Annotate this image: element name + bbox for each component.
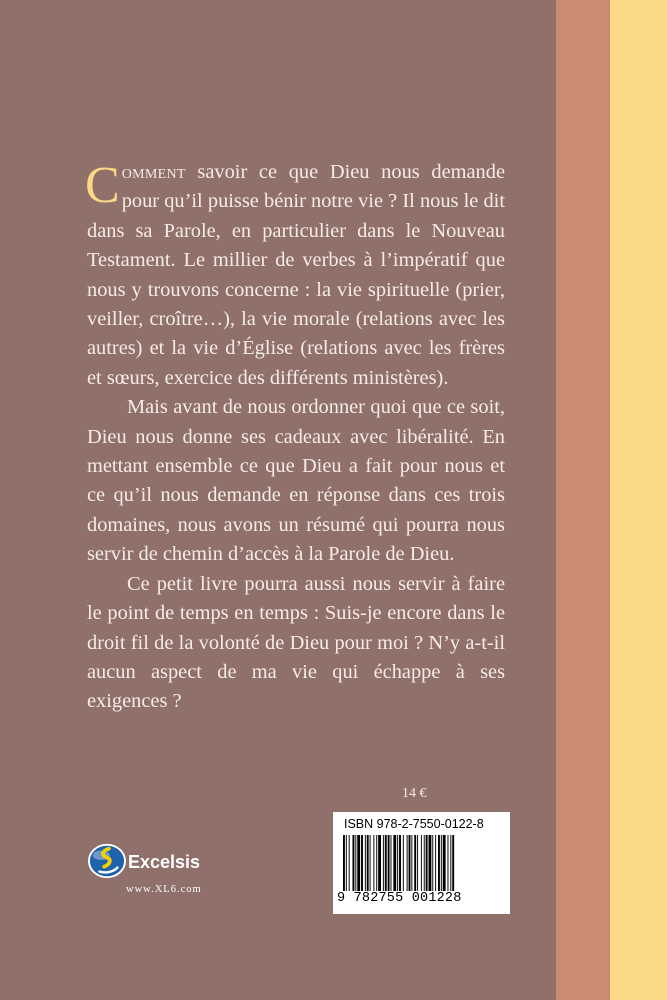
barcode-bar xyxy=(438,835,440,891)
paragraph-1-text: savoir ce que Dieu nous demande pour qu’il puisse bénir notre vie ? Il nous le dit dans sa Parole, en particulier dans le Nouveau Testament. Le millier de verbes à l’impératif que nous y trouvons concerne : la vie spirituelle (prier, veiller, croître…), la vie morale (relations avec les autres) et la vie d’Église (relations avec les frères et sœurs, exercice des différents ministères). xyxy=(87,161,505,389)
barcode-bar xyxy=(443,835,446,891)
barcode-bar xyxy=(361,835,363,891)
barcode-bar xyxy=(365,835,366,891)
barcode-bar xyxy=(417,835,418,891)
publisher-url: www.XL6.com xyxy=(126,884,202,895)
barcode-bar xyxy=(448,835,449,891)
barcode-bar xyxy=(407,835,408,891)
barcode-bar xyxy=(409,835,411,891)
excelsis-emblem-icon xyxy=(88,842,126,880)
barcode-bar xyxy=(399,835,401,891)
barcode-bar xyxy=(370,835,371,891)
isbn-number: ISBN 978-2-7550-0122-8 xyxy=(344,817,484,831)
barcode-bar xyxy=(424,835,425,891)
barcode-bar xyxy=(388,835,390,891)
barcode-bar xyxy=(346,835,347,891)
barcode-bar xyxy=(450,835,451,891)
blurb-paragraph-3: Ce petit livre pourra aussi nous servir à faire le point de temps en temps : Suis-je encore dans le droit fil de la volonté de Dieu pour moi ? N’y a-t-il aucun aspect de ma vie qui échappe à ses exigences ? xyxy=(87,572,505,713)
barcode-bar xyxy=(426,835,428,891)
blurb-paragraph-1 xyxy=(87,158,505,393)
barcode-bar xyxy=(393,835,396,891)
barcode-bar xyxy=(353,835,355,891)
smallcaps-word: omment xyxy=(121,161,186,183)
barcode-bar xyxy=(411,835,412,891)
barcode-bar xyxy=(355,835,356,891)
barcode-bar xyxy=(403,835,404,891)
spine-stripe-terracotta xyxy=(556,0,610,1000)
barcode-bar xyxy=(452,835,454,891)
barcode-bar xyxy=(397,835,398,891)
barcode-bar xyxy=(357,835,360,891)
barcode-bar xyxy=(385,835,387,891)
barcode-bar xyxy=(429,835,432,891)
barcode-bars xyxy=(343,835,501,891)
barcode-bar xyxy=(376,835,377,891)
barcode-bar xyxy=(435,835,436,891)
barcode-digits: 9 782755 001228 xyxy=(337,891,462,906)
publisher-name: Excelsis xyxy=(128,852,201,872)
barcode-bar xyxy=(414,835,416,891)
barcode-bar xyxy=(349,835,350,891)
back-cover-blurb xyxy=(87,158,505,717)
publisher-logo xyxy=(88,842,248,902)
barcode-bar xyxy=(391,835,392,891)
spine-stripe-yellow xyxy=(610,0,667,1000)
barcode-bar xyxy=(367,835,369,891)
isbn-barcode xyxy=(333,812,510,914)
barcode-bar xyxy=(373,835,374,891)
barcode-bar xyxy=(378,835,381,891)
barcode-bar xyxy=(383,835,384,891)
barcode-bar xyxy=(432,835,433,891)
barcode-bar xyxy=(343,835,345,891)
price-label: 14 € xyxy=(402,786,427,801)
barcode-bar xyxy=(441,835,442,891)
blurb-paragraph-2: Mais avant de nous ordonner quoi que ce soit, Dieu nous donne ses cadeaux avec libéralité. En mettant ensemble ce que Dieu a fait pour nous et ce qu’il nous demande en réponse dans ces trois domaines, nous avons un résumé qui pourra nous servir de chemin d’accès à la Parole de Dieu. xyxy=(87,396,505,566)
barcode-bar xyxy=(421,835,422,891)
dropcap-letter: C xyxy=(85,157,120,214)
